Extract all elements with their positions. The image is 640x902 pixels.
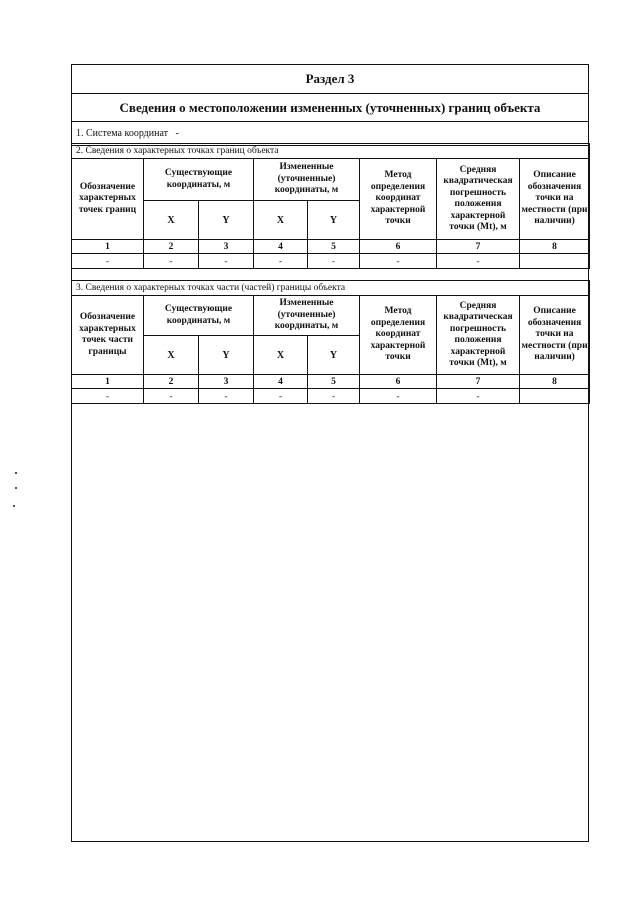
table2-col-number: 8: [520, 375, 590, 389]
table1-header-changed-y: Y: [308, 201, 360, 240]
table1-cell: -: [72, 254, 144, 269]
scan-speck: [15, 472, 17, 474]
table2-col-number: 3: [199, 375, 254, 389]
table-row: [72, 389, 590, 404]
table1-header-changed: Измененные (уточненные) координаты, м: [254, 159, 360, 201]
table1-header-method: Метод определения координат характерной точки: [360, 159, 437, 240]
table1-header-existing-y: Y: [199, 201, 254, 240]
table1-header-point: Обозначение характерных точек границ: [72, 159, 144, 240]
table2-col-number: 6: [360, 375, 437, 389]
table2-col-number: 4: [254, 375, 308, 389]
table2-col-number: 7: [437, 375, 520, 389]
section-title: Сведения о местоположении измененных (уточненных) границ объекта: [72, 94, 589, 122]
table2-header-existing: Существующие координаты, м: [144, 296, 254, 336]
scan-speck: [13, 505, 15, 507]
table1-col-number: 5: [308, 240, 360, 254]
table2-header-changed-y: Y: [308, 336, 360, 375]
table1-cell: -: [308, 254, 360, 269]
table2-header-method: Метод определения координат характерной точки: [360, 296, 437, 375]
table2-cell: -: [199, 389, 254, 404]
table-row: [72, 254, 590, 269]
section-header-table: [71, 64, 589, 146]
table2-header-existing-y: Y: [199, 336, 254, 375]
coordinate-system-label: 1. Система координат: [76, 128, 169, 139]
table1-col-number: 4: [254, 240, 308, 254]
table2-cell: -: [308, 389, 360, 404]
section-heading: Раздел 3: [72, 65, 589, 94]
table1-cell: [520, 254, 590, 269]
table2-header-existing-x: X: [144, 336, 199, 375]
table1-col-number: 7: [437, 240, 520, 254]
table2-column-numbers: [72, 375, 590, 389]
table2-cell: -: [144, 389, 199, 404]
table2-col-number: 5: [308, 375, 360, 389]
table1-col-number: 6: [360, 240, 437, 254]
table2-cell: -: [72, 389, 144, 404]
table2-caption: 3. Сведения о характерных точках части (частей) границы объекта: [72, 281, 590, 296]
table1-cell: -: [199, 254, 254, 269]
table1-cell: -: [360, 254, 437, 269]
table1-cell: -: [254, 254, 308, 269]
table1-header-existing-x: X: [144, 201, 199, 240]
table2-header-error: Средняя квадратическая погрешность положения характерной точки (Mt), м: [437, 296, 520, 375]
table2-col-number: 2: [144, 375, 199, 389]
table2-cell: [520, 389, 590, 404]
table2-cell: -: [437, 389, 520, 404]
table2-cell: -: [254, 389, 308, 404]
table2-header-description: Описание обозначения точки на местности (при наличии): [520, 296, 590, 375]
table-characteristic-points: [71, 143, 590, 269]
table1-cell: -: [437, 254, 520, 269]
table2-header-changed: Измененные (уточненные) координаты, м: [254, 296, 360, 336]
table1-col-number: 2: [144, 240, 199, 254]
table1-col-number: 8: [520, 240, 590, 254]
scan-speck: [15, 487, 17, 489]
table1-header-error: Средняя квадратическая погрешность положения характерной точки (Mt), м: [437, 159, 520, 240]
coordinate-system-value: -: [175, 128, 179, 139]
table1-column-numbers: [72, 240, 590, 254]
table2-cell: -: [360, 389, 437, 404]
table1-cell: -: [144, 254, 199, 269]
table1-col-number: 3: [199, 240, 254, 254]
table1-header-changed-x: X: [254, 201, 308, 240]
coordinate-system-row: [72, 122, 589, 146]
table2-header-changed-x: X: [254, 336, 308, 375]
table1-col-number: 1: [72, 240, 144, 254]
table1-header-existing: Существующие координаты, м: [144, 159, 254, 201]
table-part-points: [71, 280, 590, 404]
table1-header-description: Описание обозначения точки на местности (при наличии): [520, 159, 590, 240]
table1-caption: 2. Сведения о характерных точках границ объекта: [72, 144, 590, 159]
table2-col-number: 1: [72, 375, 144, 389]
table2-header-point: Обозначение характерных точек части границы: [72, 296, 144, 375]
